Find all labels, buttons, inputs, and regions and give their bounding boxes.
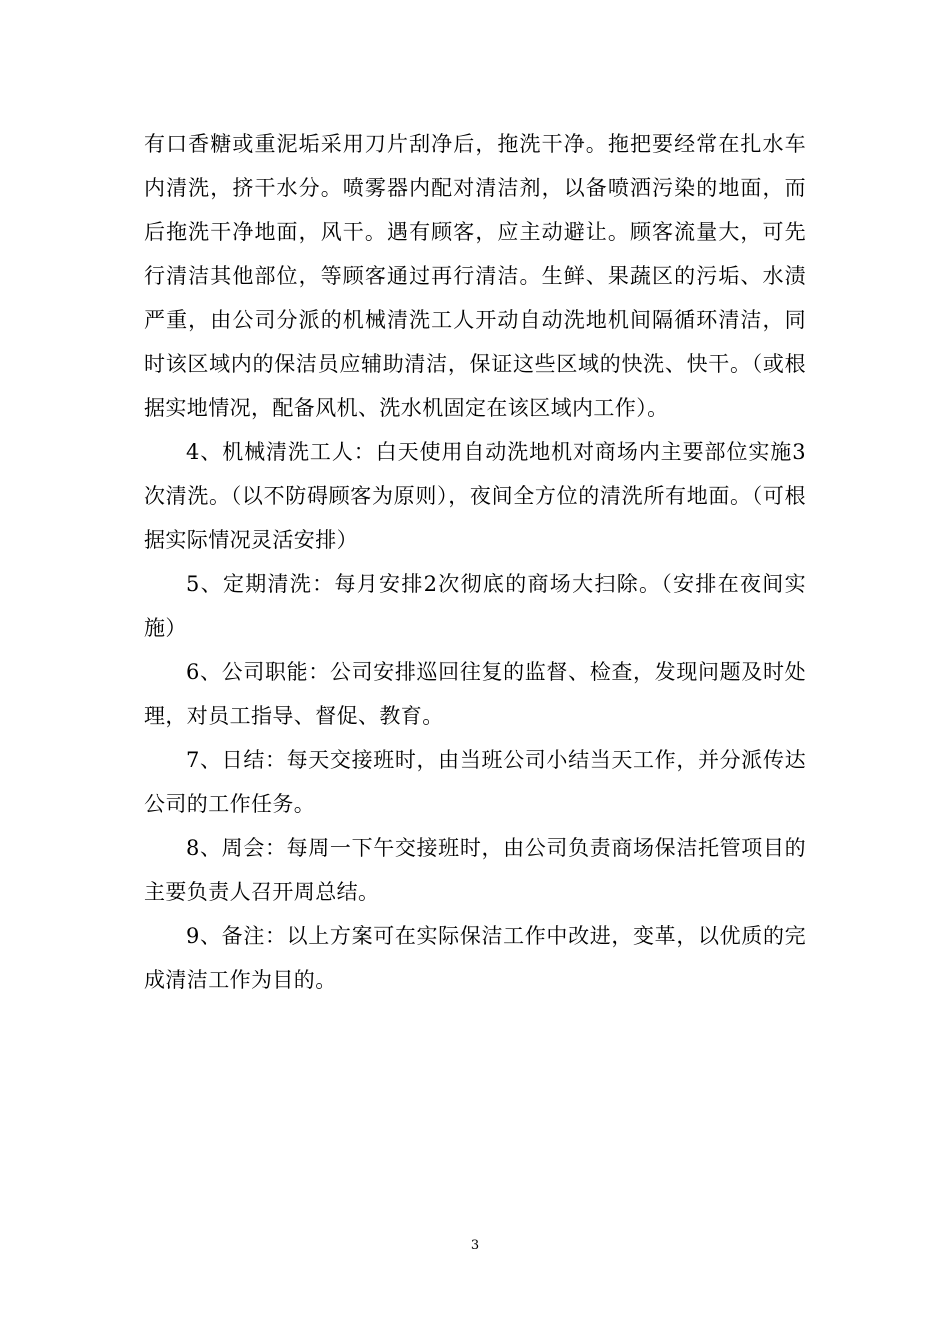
paragraph-continued: 有口香糖或重泥垢采用刀片刮净后，拖洗干净。拖把要经常在扎水车内清洗，挤干水分。喷雾器内配对清洁剂，以备喷洒污染的地面，而后拖洗干净地面，风干。遇有顾客，应主动避让。顾客流量大，可先行清洁其他部位，等顾客通过再行清洁。生鲜、果蔬区的污垢、水渍严重，由公司分派的机械清洗工人开动自动洗地机间隔循环清洁，同时该区域内的保洁员应辅助清洁，保证这些区域的快洗、快干。（或根据实地情况，配备风机、洗水机固定在该区域内工作）。 (144, 132, 806, 420)
paragraph-remarks: 9、备注：以上方案可在实际保洁工作中改进，变革，以优质的完成清洁工作为目的。 (144, 924, 806, 992)
document-body (144, 122, 806, 1002)
paragraph-machine-cleaning-workers: 4、机械清洗工人：白天使用自动洗地机对商场内主要部位实施3次清洗。（以不防碍顾客为原则），夜间全方位的清洗所有地面。（可根据实际情况灵活安排） (144, 440, 806, 552)
page-number: 3 (470, 1238, 480, 1253)
paragraph-company-functions: 6、公司职能：公司安排巡回往复的监督、检查，发现问题及时处理，对员工指导、督促、教育。 (144, 660, 806, 728)
paragraph-daily-summary: 7、日结：每天交接班时，由当班公司小结当天工作，并分派传达公司的工作任务。 (144, 748, 806, 816)
paragraph-weekly-meeting: 8、周会：每周一下午交接班时，由公司负责商场保洁托管项目的主要负责人召开周总结。 (144, 836, 806, 904)
paragraph-periodic-cleaning: 5、定期清洗：每月安排2次彻底的商场大扫除。（安排在夜间实施） (144, 572, 806, 640)
